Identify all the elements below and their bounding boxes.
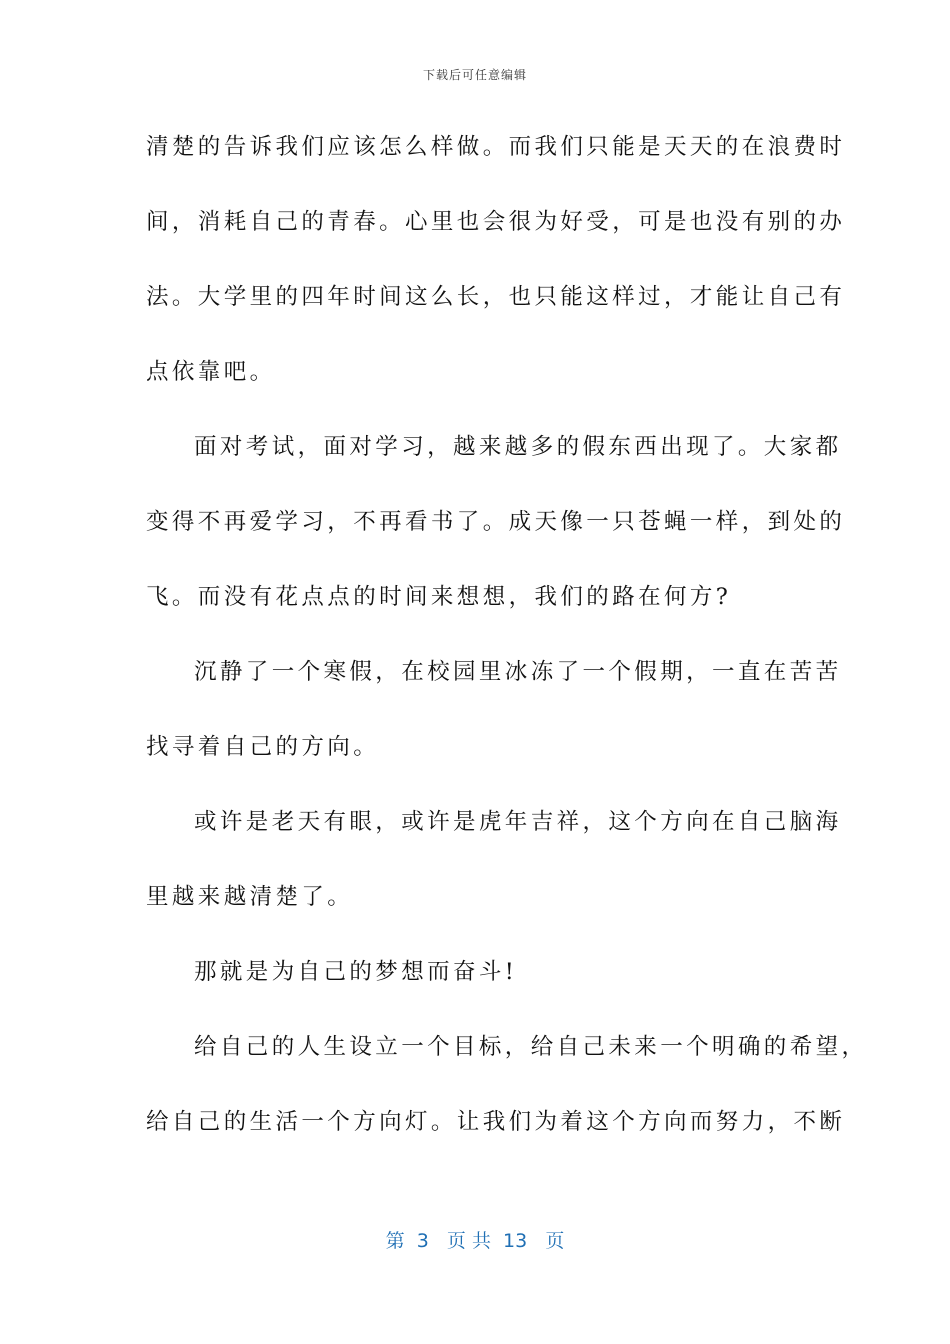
text-line: 间，消耗自己的青春。心里也会很为好受，可是也没有别的办	[146, 209, 846, 235]
document-body	[146, 124, 868, 1174]
header-note: 下载后可任意编辑	[422, 68, 527, 82]
text-line: 清楚的告诉我们应该怎么样做。而我们只能是天天的在浪费时	[146, 134, 846, 160]
text-line: 点依靠吧。	[146, 359, 276, 385]
text-line: 飞。而没有花点点的时间来想想，我们的路在何方?	[146, 584, 732, 610]
paragraph-first-line: 沉静了一个寒假，在校园里冰冻了一个假期，一直在苦苦	[194, 659, 842, 685]
paragraph-first-line: 或许是老天有眼，或许是虎年吉祥，这个方向在自己脑海	[194, 809, 842, 835]
text-line: 给自己的生活一个方向灯。让我们为着这个方向而努力，不断	[146, 1109, 846, 1135]
text-line: 变得不再爱学习，不再看书了。成天像一只苍蝇一样，到处的	[146, 509, 846, 535]
paragraph-first-line: 面对考试，面对学习，越来越多的假东西出现了。大家都	[194, 434, 842, 460]
page-number-footer: 第 3 页 共 13 页	[385, 1230, 565, 1252]
paragraph-first-line: 那就是为自己的梦想而奋斗!	[194, 959, 518, 985]
text-line: 找寻着自己的方向。	[146, 734, 380, 760]
text-line: 法。大学里的四年时间这么长，也只能这样过，才能让自己有	[146, 284, 846, 310]
paragraph-first-line: 给自己的人生设立一个目标，给自己未来一个明确的希望，	[194, 1034, 868, 1060]
text-line: 里越来越清楚了。	[146, 884, 354, 910]
